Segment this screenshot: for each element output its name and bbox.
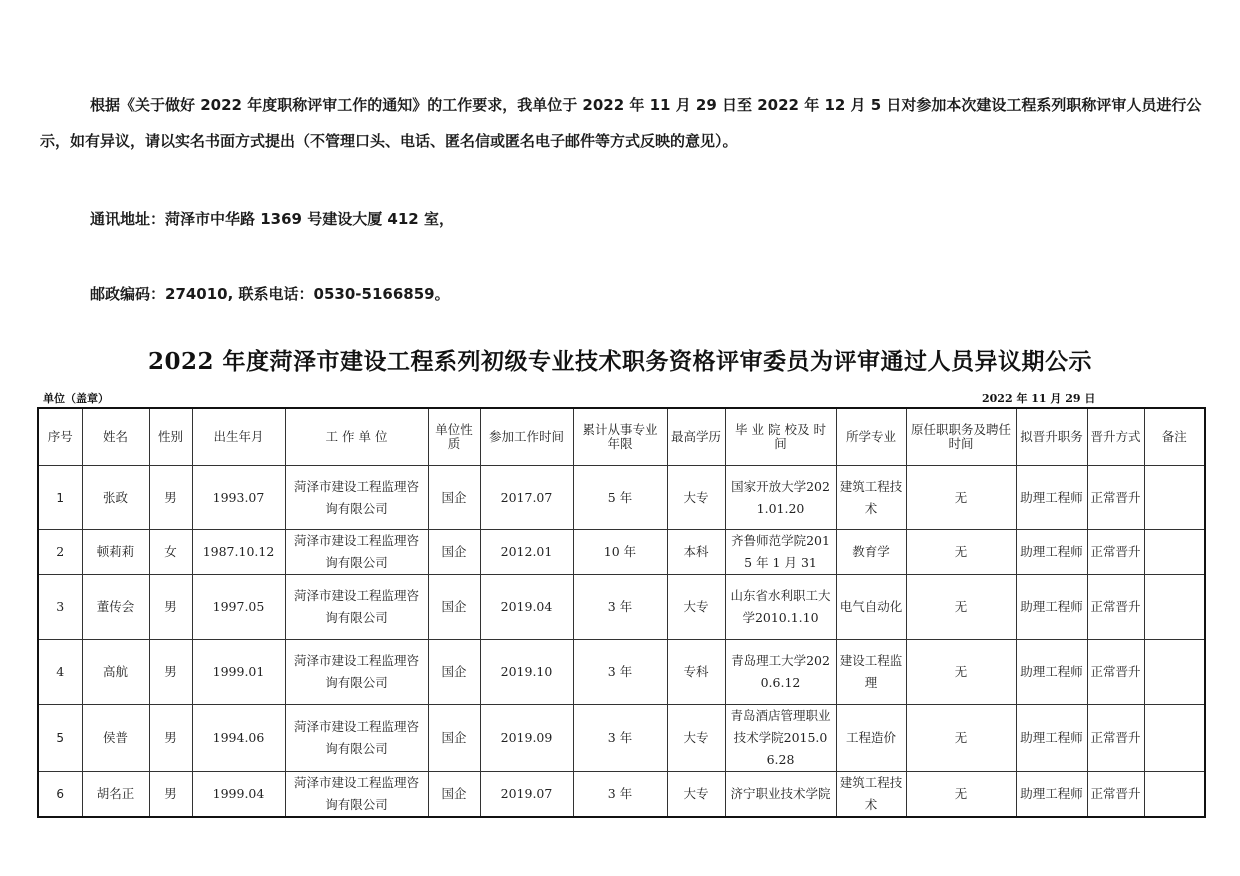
- postal-and-phone: 邮政编码：274010, 联系电话：0530-5166859。: [90, 285, 450, 303]
- cell-proposed: 助理工程师: [1016, 575, 1087, 640]
- table-row: [38, 575, 1205, 640]
- cell-major: 教育学: [836, 530, 906, 575]
- cell-employer: 菏泽市建设工程监理咨询有限公司: [285, 705, 428, 772]
- cell-method: 正常晋升: [1087, 575, 1144, 640]
- header-major: 所学专业: [836, 408, 906, 466]
- cell-major: 工程造价: [836, 705, 906, 772]
- header-name: 姓名: [82, 408, 149, 466]
- table-row: [38, 530, 1205, 575]
- cell-former: 无: [906, 772, 1016, 818]
- cell-school: 齐鲁师范学院2015 年 1 月 31: [725, 530, 836, 575]
- cell-nature: 国企: [428, 640, 480, 705]
- header-years: 累计从事专业年限: [573, 408, 667, 466]
- table-row: [38, 772, 1205, 818]
- cell-method: 正常晋升: [1087, 705, 1144, 772]
- cell-years: 3 年: [573, 772, 667, 818]
- cell-employer: 菏泽市建设工程监理咨询有限公司: [285, 640, 428, 705]
- unit-seal-label: 单位（盖章）: [43, 392, 109, 405]
- header-school: 毕 业 院 校及 时 间: [725, 408, 836, 466]
- cell-name: 侯普: [82, 705, 149, 772]
- cell-sex: 男: [149, 575, 192, 640]
- cell-years: 5 年: [573, 466, 667, 530]
- cell-method: 正常晋升: [1087, 640, 1144, 705]
- cell-method: 正常晋升: [1087, 466, 1144, 530]
- cell-major: 建设工程监理: [836, 640, 906, 705]
- cell-remark: [1144, 530, 1205, 575]
- cell-sex: 男: [149, 466, 192, 530]
- cell-proposed: 助理工程师: [1016, 530, 1087, 575]
- cell-education: 专科: [667, 640, 725, 705]
- cell-school: 青岛酒店管理职业技术学院2015.06.28: [725, 705, 836, 772]
- cell-birth: 1987.10.12: [192, 530, 285, 575]
- header-proposed: 拟晋升职务: [1016, 408, 1087, 466]
- cell-name: 顿莉莉: [82, 530, 149, 575]
- cell-birth: 1994.06: [192, 705, 285, 772]
- table-header-row: [38, 408, 1205, 466]
- cell-seq: 5: [38, 705, 82, 772]
- cell-education: 大专: [667, 466, 725, 530]
- cell-seq: 1: [38, 466, 82, 530]
- cell-remark: [1144, 575, 1205, 640]
- header-work-start: 参加工作时间: [480, 408, 573, 466]
- table-row: [38, 466, 1205, 530]
- cell-remark: [1144, 772, 1205, 818]
- cell-method: 正常晋升: [1087, 772, 1144, 818]
- cell-proposed: 助理工程师: [1016, 640, 1087, 705]
- cell-sex: 男: [149, 640, 192, 705]
- header-sex: 性别: [149, 408, 192, 466]
- table-row: [38, 640, 1205, 705]
- cell-years: 3 年: [573, 640, 667, 705]
- cell-seq: 6: [38, 772, 82, 818]
- cell-nature: 国企: [428, 705, 480, 772]
- cell-school: 济宁职业技术学院: [725, 772, 836, 818]
- cell-name: 张政: [82, 466, 149, 530]
- cell-nature: 国企: [428, 772, 480, 818]
- cell-school: 青岛理工大学2020.6.12: [725, 640, 836, 705]
- cell-employer: 菏泽市建设工程监理咨询有限公司: [285, 466, 428, 530]
- cell-birth: 1999.04: [192, 772, 285, 818]
- cell-former: 无: [906, 705, 1016, 772]
- header-education: 最高学历: [667, 408, 725, 466]
- cell-seq: 2: [38, 530, 82, 575]
- header-former: 原任职职务及聘任时间: [906, 408, 1016, 466]
- cell-former: 无: [906, 466, 1016, 530]
- cell-work-start: 2019.10: [480, 640, 573, 705]
- cell-school: 国家开放大学2021.01.20: [725, 466, 836, 530]
- cell-former: 无: [906, 640, 1016, 705]
- cell-years: 3 年: [573, 705, 667, 772]
- cell-birth: 1993.07: [192, 466, 285, 530]
- cell-sex: 女: [149, 530, 192, 575]
- cell-proposed: 助理工程师: [1016, 466, 1087, 530]
- cell-birth: 1997.05: [192, 575, 285, 640]
- cell-sex: 男: [149, 705, 192, 772]
- cell-name: 董传会: [82, 575, 149, 640]
- cell-work-start: 2019.04: [480, 575, 573, 640]
- header-seq: 序号: [38, 408, 82, 466]
- cell-employer: 菏泽市建设工程监理咨询有限公司: [285, 530, 428, 575]
- cell-birth: 1999.01: [192, 640, 285, 705]
- cell-proposed: 助理工程师: [1016, 705, 1087, 772]
- document-title: 2022 年度菏泽市建设工程系列初级专业技术职务资格评审委员为评审通过人员异议期公示: [147, 348, 1093, 375]
- intro-paragraph: 根据《关于做好 2022 年度职称评审工作的通知》的工作要求，我单位于 2022 年 11 月 29 日至 2022 年 12 月 5 日对参加本次建设工程系列职称评审人员进行公示，如有异议，请以实名书面方式提出（不管理口头、电话、匿名信或匿名电子邮件等方式反映的意见）。: [40, 96, 1202, 150]
- cell-major: 电气自动化: [836, 575, 906, 640]
- cell-sex: 男: [149, 772, 192, 818]
- cell-work-start: 2019.09: [480, 705, 573, 772]
- cell-major: 建筑工程技术: [836, 772, 906, 818]
- cell-method: 正常晋升: [1087, 530, 1144, 575]
- cell-former: 无: [906, 530, 1016, 575]
- cell-employer: 菏泽市建设工程监理咨询有限公司: [285, 575, 428, 640]
- cell-nature: 国企: [428, 466, 480, 530]
- cell-school: 山东省水利职工大学2010.1.10: [725, 575, 836, 640]
- cell-years: 3 年: [573, 575, 667, 640]
- cell-name: 胡名正: [82, 772, 149, 818]
- header-nature: 单位性质: [428, 408, 480, 466]
- header-remark: 备注: [1144, 408, 1205, 466]
- cell-seq: 3: [38, 575, 82, 640]
- cell-work-start: 2017.07: [480, 466, 573, 530]
- cell-employer: 菏泽市建设工程监理咨询有限公司: [285, 772, 428, 818]
- cell-education: 本科: [667, 530, 725, 575]
- mailing-address: 通讯地址：菏泽市中华路 1369 号建设大厦 412 室，: [90, 210, 454, 228]
- table-row: [38, 705, 1205, 772]
- cell-former: 无: [906, 575, 1016, 640]
- publication-date: 2022 年 11 月 29 日: [982, 392, 1096, 405]
- cell-name: 高航: [82, 640, 149, 705]
- header-birth: 出生年月: [192, 408, 285, 466]
- cell-seq: 4: [38, 640, 82, 705]
- cell-education: 大专: [667, 575, 725, 640]
- cell-nature: 国企: [428, 530, 480, 575]
- candidates-table: [37, 407, 1206, 818]
- header-employer: 工 作 单 位: [285, 408, 428, 466]
- header-method: 晋升方式: [1087, 408, 1144, 466]
- cell-proposed: 助理工程师: [1016, 772, 1087, 818]
- cell-remark: [1144, 466, 1205, 530]
- cell-education: 大专: [667, 772, 725, 818]
- cell-remark: [1144, 640, 1205, 705]
- cell-nature: 国企: [428, 575, 480, 640]
- cell-work-start: 2019.07: [480, 772, 573, 818]
- cell-remark: [1144, 705, 1205, 772]
- cell-education: 大专: [667, 705, 725, 772]
- cell-major: 建筑工程技术: [836, 466, 906, 530]
- cell-work-start: 2012.01: [480, 530, 573, 575]
- cell-years: 10 年: [573, 530, 667, 575]
